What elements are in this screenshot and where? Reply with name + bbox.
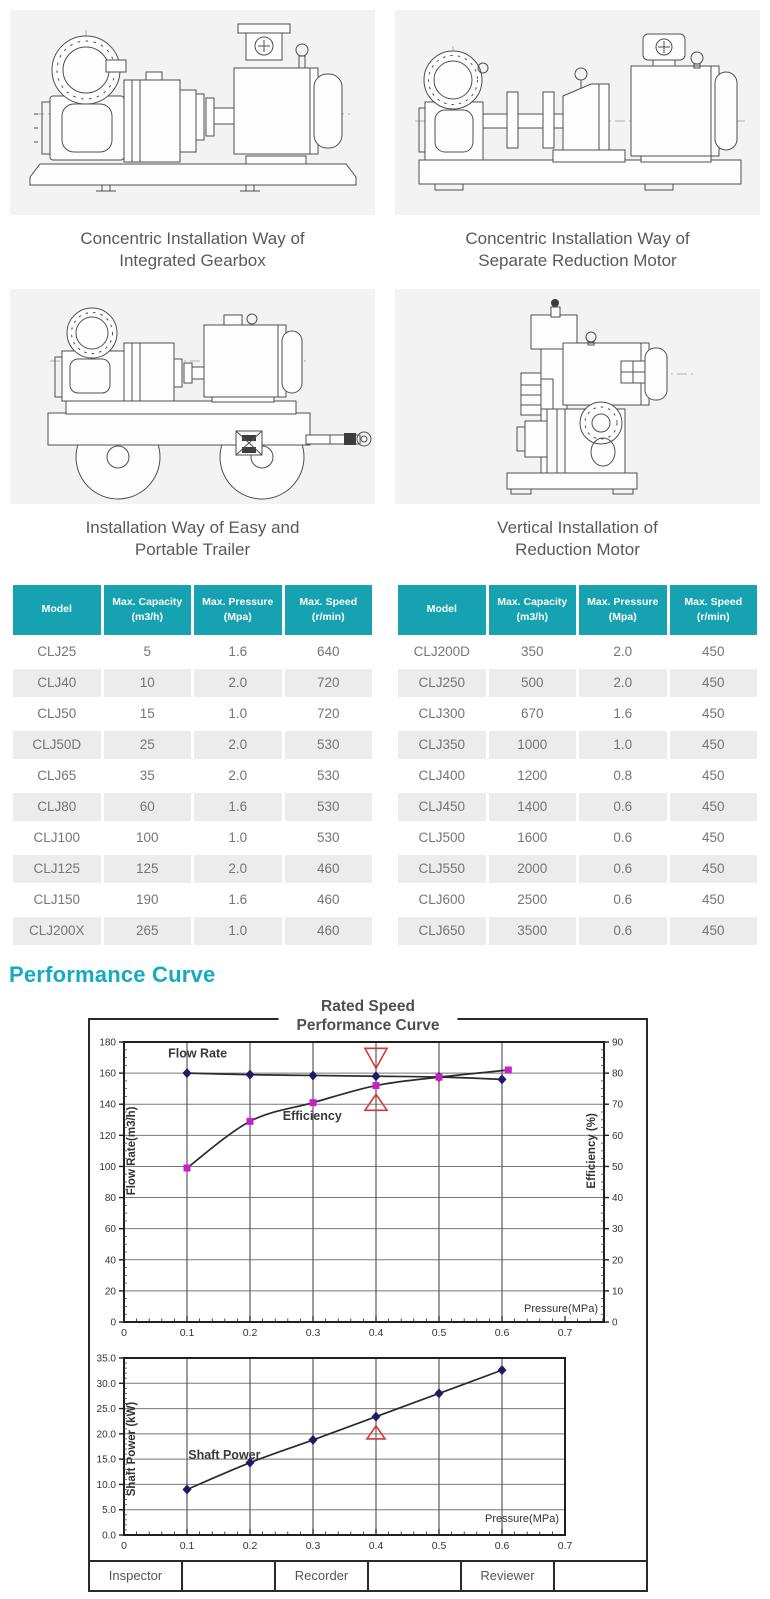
table-cell: 450 xyxy=(670,917,758,945)
figure-vertical-reduction-motor xyxy=(395,289,760,578)
caption-line: Separate Reduction Motor xyxy=(478,251,677,271)
svg-text:80: 80 xyxy=(104,1192,116,1204)
rated-speed-performance-chart xyxy=(94,1028,639,1346)
svg-text:0.1: 0.1 xyxy=(179,1539,195,1552)
table-cell: CLJ400 xyxy=(398,762,486,790)
table-row xyxy=(13,855,372,883)
svg-text:0.4: 0.4 xyxy=(368,1539,384,1552)
figure-caption xyxy=(10,517,375,562)
portable-trailer-drawing-icon xyxy=(10,289,375,504)
svg-text:20.0: 20.0 xyxy=(96,1429,116,1441)
table-cell: 3500 xyxy=(489,917,577,945)
svg-text:5.0: 5.0 xyxy=(102,1504,116,1516)
table-cell: 0.6 xyxy=(579,824,667,852)
svg-text:0.1: 0.1 xyxy=(179,1326,195,1339)
table-cell: CLJ300 xyxy=(398,700,486,728)
table-cell: CLJ650 xyxy=(398,917,486,945)
table-cell: 125 xyxy=(104,855,192,883)
table-cell: 450 xyxy=(670,700,758,728)
table-cell: 1.6 xyxy=(194,638,282,666)
svg-text:15.0: 15.0 xyxy=(96,1454,116,1466)
table-cell: 450 xyxy=(670,731,758,759)
table-row xyxy=(398,638,757,666)
svg-text:Shaft Power (kW): Shaft Power (kW) xyxy=(126,1401,138,1497)
svg-text:90: 90 xyxy=(612,1037,624,1049)
table-cell: CLJ40 xyxy=(13,669,101,697)
svg-text:10.0: 10.0 xyxy=(96,1479,116,1491)
table-cell: 15 xyxy=(104,700,192,728)
table-cell: 450 xyxy=(670,762,758,790)
column-header: Max. Pressure (Mpa) xyxy=(579,585,667,635)
chart-title-line: Rated Speed xyxy=(321,997,415,1015)
table-cell: 0.6 xyxy=(579,855,667,883)
signature-cell xyxy=(367,1562,460,1590)
table-cell: 35 xyxy=(104,762,192,790)
figure-portable-trailer xyxy=(10,289,375,578)
drawing-panel xyxy=(395,289,760,504)
caption-line: Reduction Motor xyxy=(515,540,640,560)
caption-line: Vertical Installation of xyxy=(497,517,658,537)
table-cell: 265 xyxy=(104,917,192,945)
table-cell: CLJ600 xyxy=(398,886,486,914)
svg-text:35.0: 35.0 xyxy=(96,1353,116,1365)
table-row xyxy=(398,917,757,945)
svg-text:0.7: 0.7 xyxy=(557,1539,573,1552)
table-row xyxy=(398,762,757,790)
table-cell: CLJ500 xyxy=(398,824,486,852)
table-cell: CLJ250 xyxy=(398,669,486,697)
table-cell: 460 xyxy=(285,886,373,914)
column-header: Max. Capacity (m3/h) xyxy=(489,585,577,635)
svg-text:0.5: 0.5 xyxy=(431,1539,447,1552)
signature-cell xyxy=(553,1562,646,1590)
table-cell: 350 xyxy=(489,638,577,666)
figure-caption xyxy=(395,517,760,562)
table-row xyxy=(13,793,372,821)
svg-text:10: 10 xyxy=(612,1286,624,1298)
table-row xyxy=(13,669,372,697)
svg-text:Efficiency (%): Efficiency (%) xyxy=(586,1112,598,1189)
chart-title-line: Performance Curve xyxy=(296,1016,440,1034)
svg-text:0.4: 0.4 xyxy=(368,1326,384,1339)
table-cell: CLJ80 xyxy=(13,793,101,821)
table-cell: 25 xyxy=(104,731,192,759)
table-cell: 640 xyxy=(285,638,373,666)
svg-text:0.3: 0.3 xyxy=(305,1326,321,1339)
table-row xyxy=(398,669,757,697)
table-cell: CLJ100 xyxy=(13,824,101,852)
installation-figures xyxy=(0,0,770,578)
svg-text:Shaft Power: Shaft Power xyxy=(188,1447,261,1462)
table-cell: 2.0 xyxy=(194,731,282,759)
column-header: Max. Pressure (Mpa) xyxy=(194,585,282,635)
column-header: Max. Capacity (m3/h) xyxy=(104,585,192,635)
svg-text:Efficiency: Efficiency xyxy=(282,1108,342,1123)
table-cell: 0.8 xyxy=(579,762,667,790)
table-cell: 100 xyxy=(104,824,192,852)
table-row xyxy=(398,793,757,821)
table-cell: 530 xyxy=(285,793,373,821)
svg-text:0.2: 0.2 xyxy=(242,1326,258,1339)
svg-text:25.0: 25.0 xyxy=(96,1403,116,1415)
spec-table-right xyxy=(395,582,760,948)
table-cell: 530 xyxy=(285,824,373,852)
table-row xyxy=(13,731,372,759)
drawing-panel xyxy=(10,10,375,215)
table-row xyxy=(398,731,757,759)
svg-text:20: 20 xyxy=(612,1255,624,1267)
performance-heading: Performance Curve xyxy=(9,961,216,987)
svg-text:70: 70 xyxy=(612,1099,624,1111)
svg-text:0: 0 xyxy=(121,1326,127,1339)
table-cell: 0.6 xyxy=(579,886,667,914)
svg-text:0: 0 xyxy=(612,1317,618,1329)
signature-cell: Inspector xyxy=(108,1568,163,1584)
table-cell: 450 xyxy=(670,669,758,697)
svg-text:0.5: 0.5 xyxy=(431,1326,447,1339)
column-header: Max. Speed (r/min) xyxy=(285,585,373,635)
table-cell: 720 xyxy=(285,700,373,728)
table-cell: 2.0 xyxy=(194,762,282,790)
table-cell: 450 xyxy=(670,638,758,666)
table-cell: 10 xyxy=(104,669,192,697)
table-cell: 0.6 xyxy=(579,917,667,945)
table-cell: 60 xyxy=(104,793,192,821)
table-cell: 0.6 xyxy=(579,793,667,821)
svg-text:Flow Rate: Flow Rate xyxy=(168,1046,228,1061)
svg-text:0: 0 xyxy=(121,1539,127,1552)
table-cell: 450 xyxy=(670,824,758,852)
svg-text:60: 60 xyxy=(612,1130,624,1142)
signature-cell xyxy=(181,1562,274,1590)
integrated-gearbox-drawing-icon xyxy=(10,10,375,215)
table-row xyxy=(13,824,372,852)
table-cell: 670 xyxy=(489,700,577,728)
table-row xyxy=(398,824,757,852)
svg-text:180: 180 xyxy=(99,1037,116,1049)
table-cell: 2000 xyxy=(489,855,577,883)
spec-tables xyxy=(0,578,770,948)
table-cell: 1200 xyxy=(489,762,577,790)
table-row xyxy=(398,855,757,883)
figure-separate-reduction-motor xyxy=(395,10,760,289)
table-cell: 1.6 xyxy=(579,700,667,728)
svg-text:0.0: 0.0 xyxy=(102,1530,116,1542)
table-row xyxy=(13,700,372,728)
shaft-power-chart xyxy=(94,1346,639,1560)
caption-line: Concentric Installation Way of xyxy=(465,229,690,248)
column-header: Model xyxy=(13,585,101,635)
performance-section xyxy=(0,962,770,1592)
table-cell: 450 xyxy=(670,886,758,914)
svg-text:30.0: 30.0 xyxy=(96,1378,116,1390)
table-cell: CLJ50D xyxy=(13,731,101,759)
svg-text:30: 30 xyxy=(612,1223,624,1235)
drawing-panel xyxy=(395,10,760,215)
svg-text:0.2: 0.2 xyxy=(242,1539,258,1552)
svg-text:160: 160 xyxy=(99,1068,116,1080)
table-cell: CLJ550 xyxy=(398,855,486,883)
table-row xyxy=(13,917,372,945)
figure-caption xyxy=(10,228,375,273)
table-cell: 1.0 xyxy=(579,731,667,759)
svg-text:20: 20 xyxy=(104,1286,116,1298)
signature-row xyxy=(90,1560,646,1590)
table-cell: 530 xyxy=(285,762,373,790)
table-cell: CLJ125 xyxy=(13,855,101,883)
svg-text:Pressure(MPa): Pressure(MPa) xyxy=(485,1512,559,1525)
table-cell: 2.0 xyxy=(579,638,667,666)
table-row xyxy=(398,886,757,914)
table-row xyxy=(398,700,757,728)
svg-text:50: 50 xyxy=(612,1161,624,1173)
table-cell: 2.0 xyxy=(194,669,282,697)
table-cell: 1.6 xyxy=(194,886,282,914)
table-row xyxy=(13,638,372,666)
signature-cell: Recorder xyxy=(274,1562,367,1590)
caption-line: Integrated Gearbox xyxy=(119,251,266,271)
table-cell: 1600 xyxy=(489,824,577,852)
svg-text:0.6: 0.6 xyxy=(494,1539,510,1552)
column-header: Max. Speed (r/min) xyxy=(670,585,758,635)
svg-text:0.6: 0.6 xyxy=(494,1326,510,1339)
svg-text:Flow Rate(m3/h): Flow Rate(m3/h) xyxy=(126,1106,138,1196)
spec-table-left xyxy=(10,582,375,948)
table-cell: 2500 xyxy=(489,886,577,914)
drawing-panel xyxy=(10,289,375,504)
svg-text:140: 140 xyxy=(99,1099,116,1111)
table-cell: CLJ200D xyxy=(398,638,486,666)
table-cell: 460 xyxy=(285,917,373,945)
svg-text:0.7: 0.7 xyxy=(557,1326,573,1339)
caption-line: Installation Way of Easy and xyxy=(85,517,300,537)
svg-text:60: 60 xyxy=(104,1223,116,1235)
table-cell: CLJ350 xyxy=(398,731,486,759)
signature-cell: Reviewer xyxy=(460,1562,553,1590)
table-cell: 5 xyxy=(104,638,192,666)
svg-text:0.3: 0.3 xyxy=(305,1539,321,1552)
table-row xyxy=(13,762,372,790)
table-cell: CLJ200X xyxy=(13,917,101,945)
table-cell: CLJ50 xyxy=(13,700,101,728)
svg-text:40: 40 xyxy=(104,1255,116,1267)
table-cell: 530 xyxy=(285,731,373,759)
table-cell: 1.0 xyxy=(194,824,282,852)
table-cell: CLJ65 xyxy=(13,762,101,790)
table-cell: 1.0 xyxy=(194,917,282,945)
table-cell: CLJ450 xyxy=(398,793,486,821)
table-cell: 2.0 xyxy=(579,669,667,697)
svg-text:Pressure(MPa): Pressure(MPa) xyxy=(524,1302,598,1315)
table-cell: 450 xyxy=(670,855,758,883)
caption-line: Concentric Installation Way of xyxy=(80,229,305,248)
table-cell: 460 xyxy=(285,855,373,883)
chart-title xyxy=(278,997,457,1035)
svg-text:80: 80 xyxy=(612,1068,624,1080)
table-cell: 1000 xyxy=(489,731,577,759)
svg-text:100: 100 xyxy=(99,1161,116,1173)
caption-line: Portable Trailer xyxy=(134,540,251,560)
table-cell: 720 xyxy=(285,669,373,697)
table-cell: 1.0 xyxy=(194,700,282,728)
table-cell: 1400 xyxy=(489,793,577,821)
vertical-installation-drawing-icon xyxy=(395,289,760,504)
figure-caption xyxy=(395,228,760,273)
figure-integrated-gearbox xyxy=(10,10,375,289)
table-cell: CLJ150 xyxy=(13,886,101,914)
table-row xyxy=(13,886,372,914)
table-cell: 500 xyxy=(489,669,577,697)
column-header: Model xyxy=(398,585,486,635)
svg-text:0: 0 xyxy=(110,1317,116,1329)
table-cell: 450 xyxy=(670,793,758,821)
separate-reduction-motor-drawing-icon xyxy=(395,10,760,215)
performance-figure xyxy=(88,997,648,1592)
svg-text:40: 40 xyxy=(612,1192,624,1204)
table-cell: 1.6 xyxy=(194,793,282,821)
svg-text:120: 120 xyxy=(99,1130,116,1142)
table-cell: 2.0 xyxy=(194,855,282,883)
table-cell: 190 xyxy=(104,886,192,914)
table-cell: CLJ25 xyxy=(13,638,101,666)
